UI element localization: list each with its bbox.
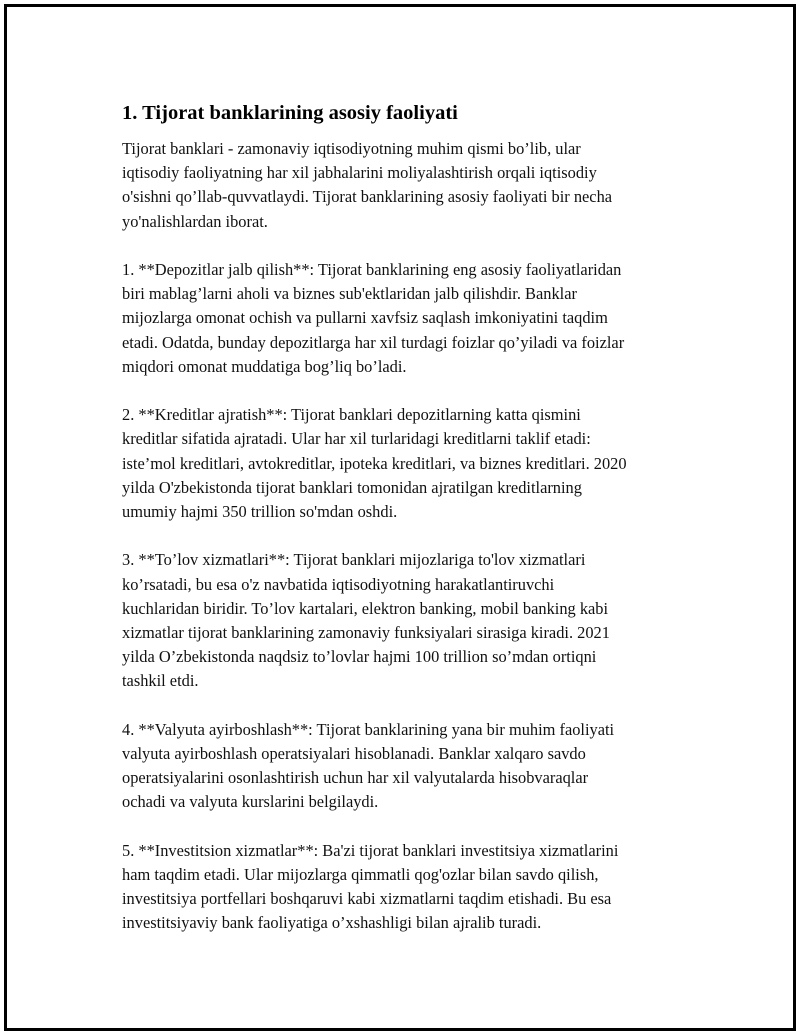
paragraph-line: yo'nalishlardan iborat. — [122, 211, 268, 231]
paragraph-line: mijozlarga omonat ochish va pullarni xavfsiz saqlash imkoniyatini taqdim — [122, 308, 608, 328]
document-body — [122, 100, 712, 960]
paragraph-line: 3. **To’lov xizmatlari**: Tijorat banklari mijozlariga to'lov xizmatlari — [122, 550, 586, 570]
paragraph-line: Tijorat banklari - zamonaviy iqtisodiyotning muhim qismi bo’lib, ular — [122, 139, 581, 158]
paragraph-credits — [122, 403, 712, 524]
paragraph-line: ham taqdim etadi. Ular mijozlarga qimmatli qog'ozlar bilan savdo qilish, — [122, 865, 599, 885]
paragraph-line: etadi. Odatda, bunday depozitlarga har xil turdagi foizlar qo’yiladi va foizlar — [122, 332, 625, 352]
paragraph-line: valyuta ayirboshlash operatsiyalari hisoblanadi. Banklar xalqaro savdo — [122, 744, 586, 764]
paragraph-line: yilda O'zbekistonda tijorat banklari tomonidan ajratilgan kreditlarning — [122, 477, 582, 497]
paragraph-deposits — [122, 258, 712, 379]
paragraph-line: ochadi va valyuta kurslarini belgilaydi. — [122, 792, 379, 812]
paragraph-line: operatsiyalarini osonlashtirish uchun har xil valyutalarda hisobvaraqlar — [122, 768, 589, 788]
document-title: 1. Tijorat banklarining asosiy faoliyati — [122, 102, 458, 124]
page-frame — [4, 4, 796, 1031]
paragraph-line: xizmatlar tijorat banklarining zamonaviy funksiyalari sirasiga kiradi. 2021 — [122, 623, 610, 643]
paragraph-line: ko’rsatadi, bu esa o'z navbatida iqtisodiyotning harakatlantiruvchi — [122, 574, 555, 594]
paragraph-line: 5. **Investitsion xizmatlar**: Ba'zi tijorat banklari investitsiya xizmatlarini — [122, 840, 619, 860]
paragraph-line: 4. **Valyuta ayirboshlash**: Tijorat banklarining yana bir muhim faoliyati — [122, 719, 615, 739]
paragraph-payments — [122, 548, 712, 693]
paragraph-line: iste’mol kreditlari, avtokreditlar, ipoteka kreditlari, va biznes kreditlari. 2020 — [122, 453, 627, 473]
paragraph-investment-services — [122, 839, 712, 936]
paragraph-line: 2. **Kreditlar ajratish**: Tijorat banklari depozitlarning katta qismini — [122, 405, 581, 425]
paragraph-line: investitsiyaviy bank faoliyatiga o’xshashligi bilan ajralib turadi. — [122, 913, 542, 933]
paragraph-line: kuchlaridan biridir. To’lov kartalari, elektron banking, mobil banking kabi — [122, 598, 609, 618]
paragraph-line: 1. **Depozitlar jalb qilish**: Tijorat banklarining eng asosiy faoliyatlaridan — [122, 260, 622, 279]
paragraph-line: o'sishni qo’llab-quvvatlaydi. Tijorat banklarining asosiy faoliyati bir necha — [122, 187, 613, 207]
paragraph-line: umumiy hajmi 350 trillion so'mdan oshdi. — [122, 502, 398, 522]
paragraph-line: biri mablag’larni aholi va biznes sub'ektlaridan jalb qilishdir. Banklar — [122, 284, 577, 304]
paragraph-line: miqdori omonat muddatiga bog’liq bo’ladi. — [122, 356, 407, 376]
paragraph-intro — [122, 137, 712, 234]
paragraph-line: iqtisodiy faoliyatning har xil jabhalarini moliyalashtirish orqali iqtisodiy — [122, 163, 597, 183]
paragraph-line: tashkil etdi. — [122, 671, 199, 691]
paragraph-currency-exchange — [122, 718, 712, 815]
paragraph-line: investitsiya portfellari boshqaruvi kabi xizmatlarni taqdim etishadi. Bu esa — [122, 889, 612, 909]
paragraph-line: yilda O’zbekistonda naqdsiz to’lovlar hajmi 100 trillion so’mdan ortiqni — [122, 647, 597, 667]
paragraph-line: kreditlar sifatida ajratadi. Ular har xil turlaridagi kreditlarni taklif etadi: — [122, 429, 591, 449]
